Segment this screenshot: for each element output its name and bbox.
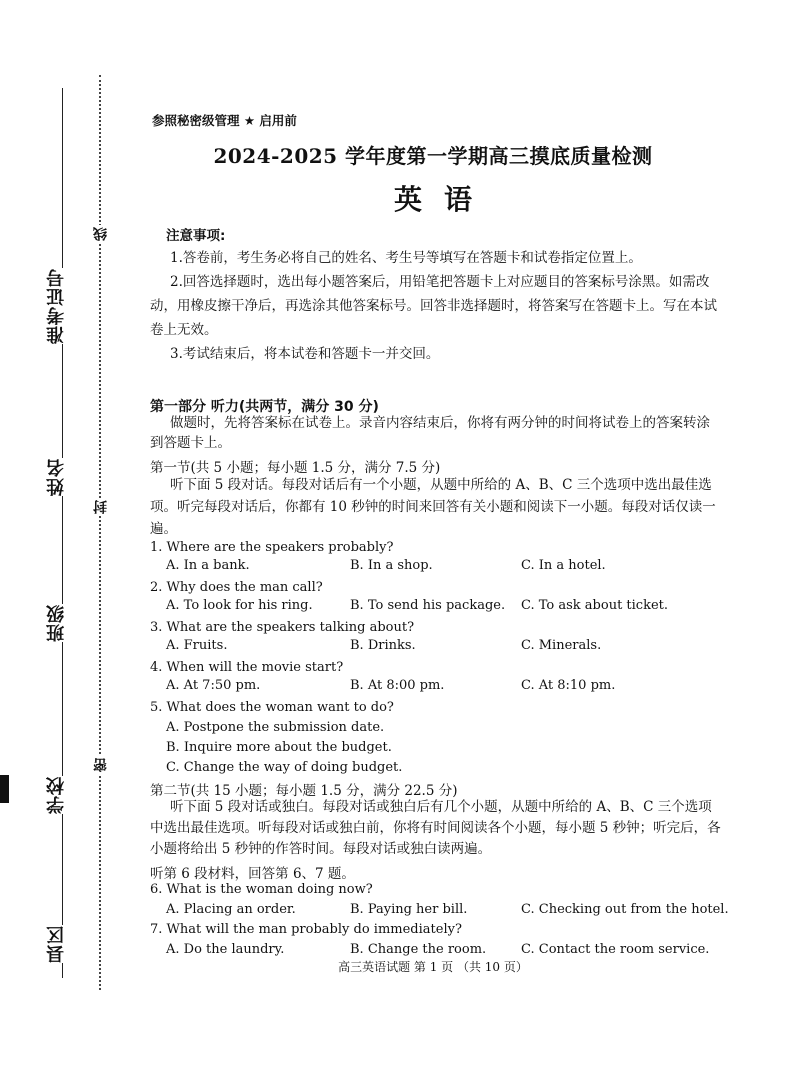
binding-dotted-line — [99, 75, 101, 990]
question-2-option-c: C. To ask about ticket. — [521, 598, 669, 613]
question-1-option-b: B. In a shop. — [350, 558, 433, 573]
note-item-3: 3.考试结束后，将本试卷和答题卡一并交回。 — [170, 346, 440, 362]
question-5-stem: 5. What does the woman want to do? — [150, 700, 394, 715]
confidentiality-note: 参照秘密级管理 ★ 启用前 — [152, 113, 297, 128]
question-3-option-a: A. Fruits. — [166, 638, 228, 653]
question-4-option-a: A. At 7:50 pm. — [166, 678, 261, 693]
question-7-option-c: C. Contact the room service. — [521, 942, 710, 957]
part1-heading: 第一部分 听力(共两节，满分 30 分) — [150, 399, 379, 415]
question-3-stem: 3. What are the speakers talking about? — [150, 620, 415, 635]
part1-intro: 做题时，先将答案标在试卷上。录音内容结束后，你将有两分钟的时间将试卷上的答案转涂到答题卡上。 — [150, 415, 710, 451]
page-footer: 高三英语试题 第 1 页 （共 10 页） — [338, 960, 528, 974]
label-class: 班级 — [44, 604, 70, 642]
mark-line: 线 — [93, 227, 109, 241]
question-5-option-c: C. Change the way of doing budget. — [166, 760, 403, 775]
alignment-mark — [0, 775, 9, 803]
note-item-2: 2.回答选择题时，选出每小题答案后，用铅笔把答题卡上对应题目的答案标号涂黑。如需改动，用橡皮擦干净后，再选涂其他答案标号。回答非选择题时，将答案写在答题卡上。写在本试卷上无效。 — [150, 274, 717, 338]
question-6-option-c: C. Checking out from the hotel. — [521, 902, 729, 917]
question-7-stem: 7. What will the man probably do immediately? — [150, 922, 462, 937]
label-county: 县区 — [44, 925, 70, 963]
question-2-stem: 2. Why does the man call? — [150, 580, 323, 595]
question-6-option-b: B. Paying her bill. — [350, 902, 468, 917]
question-2-option-a: A. To look for his ring. — [166, 598, 313, 613]
question-1-stem: 1. Where are the speakers probably? — [150, 540, 394, 555]
mark-seal: 封 — [93, 500, 109, 514]
question-4-stem: 4. When will the movie start? — [150, 660, 344, 675]
binding-solid-line — [62, 88, 63, 978]
label-school: 学校 — [44, 776, 70, 814]
question-3-option-c: C. Minerals. — [521, 638, 602, 653]
question-6-stem: 6. What is the woman doing now? — [150, 882, 373, 897]
section1-instructions: 听下面 5 段对话。每段对话后有一个小题，从题中所给的 A、B、C 三个选项中选出最佳选项。听完每段对话后，你都有 10 秒钟的时间来回答有关小题和阅读下一小题。每段对话仅读一遍。 — [150, 477, 716, 537]
material-note: 听第 6 段材料，回答第 6、7 题。 — [150, 866, 355, 882]
question-2-option-b: B. To send his package. — [350, 598, 506, 613]
notes-heading: 注意事项: — [166, 228, 226, 244]
subject-title: 英语 — [393, 183, 494, 216]
exam-title: 2024-2025 学年度第一学期高三摸底质量检测 — [213, 144, 653, 168]
label-exam-number: 准考证号 — [44, 268, 70, 344]
section2-heading: 第二节(共 15 小题；每小题 1.5 分，满分 22.5 分) — [150, 783, 458, 799]
mark-secret: 密 — [93, 758, 109, 772]
section2-instructions: 听下面 5 段对话或独白。每段对话或独白后有几个小题，从题中所给的 A、B、C 三个选项中选出最佳选项。听每段对话或独白前，你将有时间阅读各个小题，每小题 5 秒钟；听完后，各小题将给出 5 秒钟的作答时间。每段对话或独白读两遍。 — [150, 799, 721, 857]
question-5-option-b: B. Inquire more about the budget. — [166, 740, 392, 755]
question-7-option-a: A. Do the laundry. — [166, 942, 285, 957]
section1-heading: 第一节(共 5 小题；每小题 1.5 分，满分 7.5 分) — [150, 460, 441, 476]
question-4-option-b: B. At 8:00 pm. — [350, 678, 445, 693]
question-1-option-c: C. In a hotel. — [521, 558, 606, 573]
question-4-option-c: C. At 8:10 pm. — [521, 678, 616, 693]
question-7-option-b: B. Change the room. — [350, 942, 487, 957]
question-3-option-b: B. Drinks. — [350, 638, 416, 653]
question-1-option-a: A. In a bank. — [166, 558, 250, 573]
label-name: 姓名 — [44, 458, 70, 496]
question-5-option-a: A. Postpone the submission date. — [166, 720, 385, 735]
question-6-option-a: A. Placing an order. — [166, 902, 296, 917]
note-item-1: 1.答卷前，考生务必将自己的姓名、考生号等填写在答题卡和试卷指定位置上。 — [170, 250, 642, 266]
